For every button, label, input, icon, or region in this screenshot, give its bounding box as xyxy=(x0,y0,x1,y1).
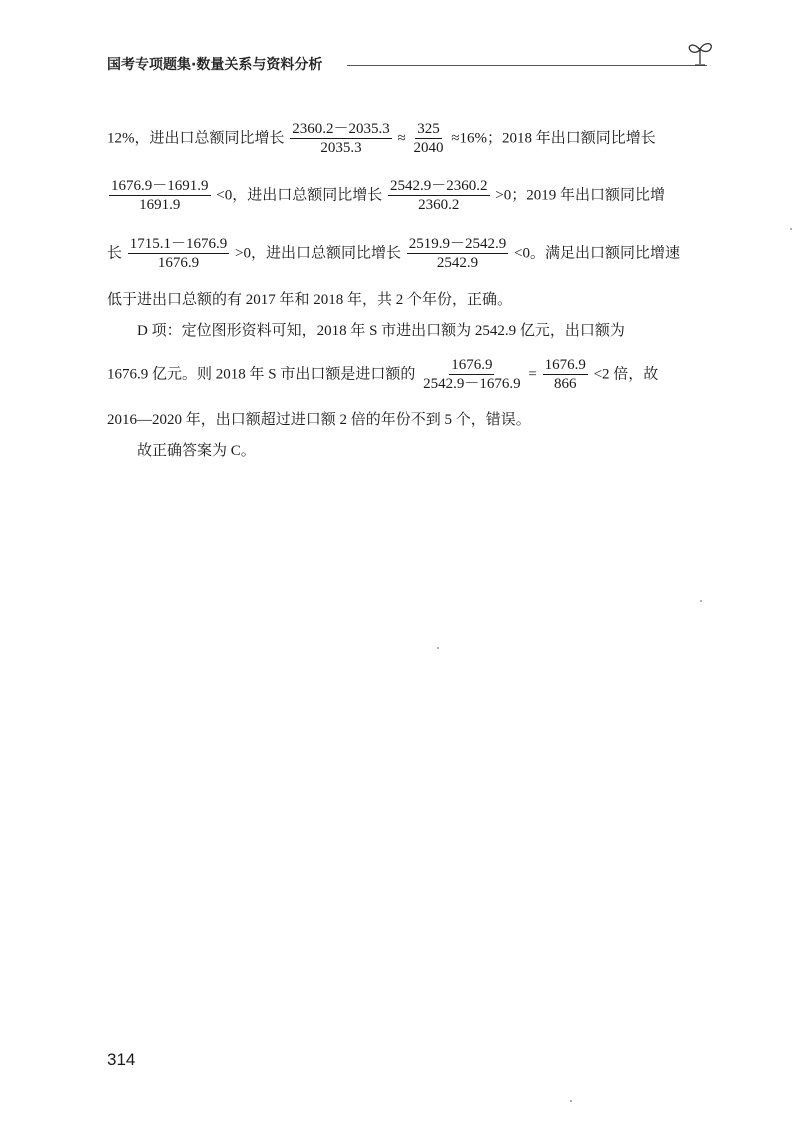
scan-speck xyxy=(570,1100,572,1102)
fraction-numerator: 2360.2－2035.3 xyxy=(292,121,390,137)
fraction-numerator: 1676.9 xyxy=(451,357,493,373)
fraction xyxy=(421,356,523,393)
text-line-8: 故正确答案为 C。 xyxy=(137,443,256,459)
sprout-icon xyxy=(685,40,715,66)
scan-speck xyxy=(790,228,792,230)
fraction-denominator: 2035.3 xyxy=(320,140,362,156)
equals-sign: = xyxy=(528,366,537,383)
fraction xyxy=(407,235,509,272)
running-header xyxy=(107,48,707,78)
scan-speck xyxy=(700,600,702,602)
approx-sign: ≈ xyxy=(397,130,406,147)
line-6-prefix: 1676.9 亿元。则 2018 年 S 市出口额是进口额的 xyxy=(107,366,416,383)
text-line-1 xyxy=(107,120,703,160)
text-line-7: 2016—2020 年，出口额超过进口额 2 倍的年份不到 5 个，错误。 xyxy=(107,412,531,428)
text-line-2 xyxy=(107,177,703,217)
line-2-mid: <0，进出口总额同比增长 xyxy=(216,187,383,204)
fraction xyxy=(412,120,446,157)
fraction-denominator: 2542.9－1676.9 xyxy=(423,376,521,392)
fraction-numerator: 2519.9－2542.9 xyxy=(408,236,507,252)
fraction xyxy=(128,235,230,272)
text-line-6 xyxy=(107,356,703,396)
fraction-numerator: 1676.9－1691.9 xyxy=(111,178,209,194)
line-2-suffix: >0；2019 年出口额同比增 xyxy=(495,187,665,204)
fraction-denominator: 1676.9 xyxy=(157,255,200,271)
fraction-denominator: 2040 xyxy=(413,140,444,156)
text-line-4: 低于进出口总额的有 2017 年和 2018 年，共 2 个年份，正确。 xyxy=(107,292,513,308)
line-6-suffix: <2 倍，故 xyxy=(593,366,659,383)
fraction-numerator: 2542.9－2360.2 xyxy=(389,178,488,194)
fraction-numerator: 1715.1－1676.9 xyxy=(129,236,228,252)
fraction-denominator: 2360.2 xyxy=(418,197,460,213)
header-rule xyxy=(347,65,707,66)
fraction xyxy=(543,356,588,393)
fraction-denominator: 866 xyxy=(553,376,577,392)
fraction xyxy=(109,177,211,214)
scan-speck xyxy=(437,647,439,649)
fraction-numerator: 325 xyxy=(417,121,440,137)
fraction xyxy=(290,120,392,157)
text-line-5: D 项：定位图形资料可知，2018 年 S 市进出口额为 2542.9 亿元，出口额为 xyxy=(137,323,625,339)
fraction-denominator: 1691.9 xyxy=(139,197,181,213)
fraction xyxy=(388,177,490,214)
line-3-suffix: <0。满足出口额同比增速 xyxy=(514,245,680,262)
line-1-prefix: 12%，进出口总额同比增长 xyxy=(107,130,285,147)
fraction-numerator: 1676.9 xyxy=(544,357,586,373)
text-line-3 xyxy=(107,235,703,275)
line-3-mid: >0，进出口总额同比增长 xyxy=(235,245,401,262)
page-number: 314 xyxy=(107,1050,136,1069)
line-1-suffix: ≈16%；2018 年出口额同比增长 xyxy=(451,130,656,147)
line-3-prefix: 长 xyxy=(107,245,123,262)
header-title: 国考专项题集·数量关系与资料分析 xyxy=(107,57,323,73)
fraction-denominator: 2542.9 xyxy=(436,255,479,271)
